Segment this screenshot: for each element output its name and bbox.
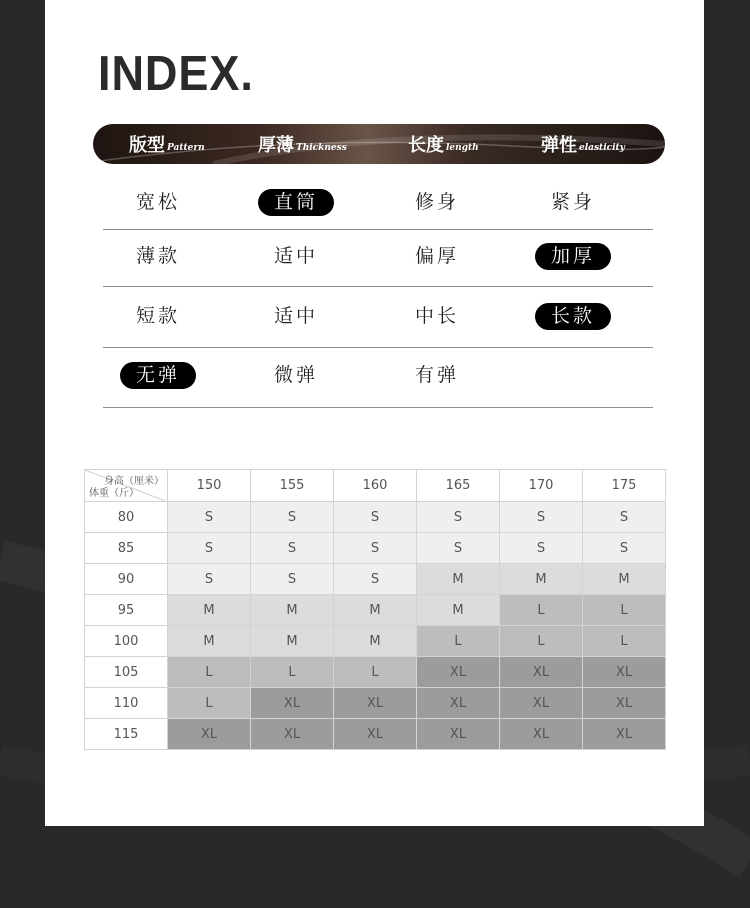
size-cell: M: [168, 626, 251, 657]
size-cell: S: [251, 502, 334, 533]
size-cell: S: [417, 502, 500, 533]
length-option-4: 长款: [535, 303, 611, 330]
size-cell: XL: [251, 688, 334, 719]
size-cell: S: [334, 564, 417, 595]
header-length-en: length: [446, 142, 479, 153]
thickness-option-1: 薄款: [135, 245, 180, 267]
height-header-row: [85, 470, 666, 502]
size-cell: S: [583, 533, 666, 564]
size-cell: S: [334, 502, 417, 533]
size-cell: M: [334, 626, 417, 657]
size-cell: L: [168, 657, 251, 688]
weight-cell: 110: [85, 688, 168, 719]
height-header-cell: 150: [168, 470, 251, 502]
height-header-cell: 175: [583, 470, 666, 502]
size-cell: XL: [583, 657, 666, 688]
size-cell: M: [417, 564, 500, 595]
header-pattern: [129, 124, 205, 164]
size-cell: L: [583, 626, 666, 657]
weight-cell: 85: [85, 533, 168, 564]
header-elasticity-zh: 弹性: [541, 135, 577, 156]
header-length-zh: 长度: [408, 135, 444, 156]
table-corner-cell: [85, 470, 168, 502]
table-row: [85, 719, 666, 750]
header-thickness-zh: 厚薄: [258, 135, 294, 156]
index-title: INDEX.: [98, 47, 254, 101]
length-option-2: 适中: [273, 305, 318, 327]
weight-cell: 115: [85, 719, 168, 750]
size-cell: M: [500, 564, 583, 595]
size-cell: XL: [583, 688, 666, 719]
table-row: [85, 688, 666, 719]
row-divider: [103, 229, 653, 230]
size-cell: L: [417, 626, 500, 657]
size-cell: L: [168, 688, 251, 719]
header-pattern-zh: 版型: [129, 135, 165, 156]
size-cell: S: [251, 533, 334, 564]
size-cell: M: [334, 595, 417, 626]
attribute-header-bar: [93, 124, 665, 164]
size-cell: M: [251, 626, 334, 657]
weight-cell: 80: [85, 502, 168, 533]
header-length: [408, 124, 479, 164]
size-cell: L: [583, 595, 666, 626]
size-cell: S: [168, 502, 251, 533]
weight-cell: 90: [85, 564, 168, 595]
pattern-option-1: 宽松: [135, 191, 180, 213]
height-header-cell: 155: [251, 470, 334, 502]
size-cell: L: [500, 595, 583, 626]
size-cell: S: [168, 533, 251, 564]
height-header-cell: 165: [417, 470, 500, 502]
length-option-3: 中长: [414, 305, 459, 327]
size-cell: S: [334, 533, 417, 564]
header-elasticity-en: elasticity: [579, 142, 625, 153]
row-divider: [103, 286, 653, 287]
size-cell: S: [583, 502, 666, 533]
height-axis-label: 身高（厘米）: [104, 476, 164, 487]
weight-axis-label: 体重（斤）: [89, 488, 139, 499]
size-cell: S: [417, 533, 500, 564]
size-cell: XL: [417, 688, 500, 719]
size-cell: L: [334, 657, 417, 688]
row-divider: [103, 407, 653, 408]
size-cell: XL: [500, 719, 583, 750]
thickness-option-3: 偏厚: [414, 245, 459, 267]
thickness-option-4: 加厚: [535, 243, 611, 270]
weight-cell: 105: [85, 657, 168, 688]
table-row: [85, 533, 666, 564]
table-row: [85, 502, 666, 533]
height-header-cell: 170: [500, 470, 583, 502]
size-cell: M: [583, 564, 666, 595]
weight-cell: 100: [85, 626, 168, 657]
size-cell: S: [500, 502, 583, 533]
size-cell: M: [251, 595, 334, 626]
length-option-1: 短款: [135, 305, 180, 327]
table-row: [85, 564, 666, 595]
size-chart-table: [84, 469, 666, 750]
size-cell: S: [168, 564, 251, 595]
elasticity-option-1: 无弹: [120, 362, 196, 389]
size-cell: XL: [500, 688, 583, 719]
size-cell: XL: [417, 719, 500, 750]
header-pattern-en: Pattern: [167, 142, 205, 153]
weight-cell: 95: [85, 595, 168, 626]
elasticity-option-3: 有弹: [414, 364, 459, 386]
size-cell: XL: [417, 657, 500, 688]
pattern-option-3: 修身: [414, 191, 459, 213]
pattern-option-2: 直筒: [258, 189, 334, 216]
pattern-option-4: 紧身: [550, 191, 595, 213]
header-thickness: [258, 124, 347, 164]
size-cell: XL: [251, 719, 334, 750]
thickness-option-2: 适中: [273, 245, 318, 267]
header-elasticity: [541, 124, 625, 164]
size-cell: XL: [168, 719, 251, 750]
size-cell: L: [251, 657, 334, 688]
table-row: [85, 657, 666, 688]
size-cell: XL: [500, 657, 583, 688]
size-cell: S: [500, 533, 583, 564]
header-thickness-en: Thickness: [296, 142, 347, 153]
table-row: [85, 595, 666, 626]
row-divider: [103, 347, 653, 348]
size-cell: XL: [334, 719, 417, 750]
size-cell: XL: [583, 719, 666, 750]
size-cell: M: [417, 595, 500, 626]
size-cell: S: [251, 564, 334, 595]
size-cell: M: [168, 595, 251, 626]
size-cell: L: [500, 626, 583, 657]
table-row: [85, 626, 666, 657]
size-cell: XL: [334, 688, 417, 719]
height-header-cell: 160: [334, 470, 417, 502]
elasticity-option-2: 微弹: [273, 364, 318, 386]
